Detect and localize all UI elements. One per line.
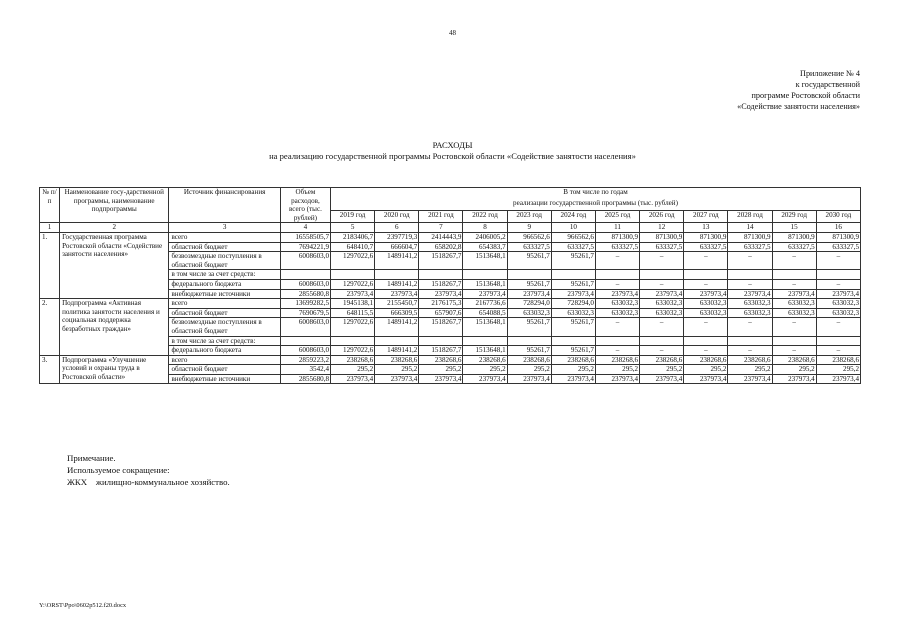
year-value: – [595,318,639,336]
year-value: – [772,252,816,270]
total-value: 13699282,5 [280,299,330,309]
year-value: 238268,6 [684,355,728,365]
program-name: Государственная программа Ростовской области «Содействие занятости населения» [60,232,169,298]
year-value: 95261,7 [507,252,551,270]
year-value: 633032,3 [640,299,684,309]
total-value: 16558505,7 [280,232,330,242]
header-colnum: 9 [507,223,551,233]
year-value: 237973,4 [419,289,463,299]
year-value: 237973,4 [331,374,375,384]
year-value: 237973,4 [640,289,684,299]
year-value: 237973,4 [551,374,595,384]
year-value: 95261,7 [551,346,595,356]
year-value: 633032,3 [595,299,639,309]
note-abbrev-caption: Используемое сокращение: [67,465,170,475]
header-colnum: 11 [595,223,639,233]
year-value [551,270,595,280]
year-value: – [728,252,772,270]
page-number: 48 [449,29,456,37]
year-value: 2167736,6 [463,299,507,309]
year-value: 237973,4 [728,289,772,299]
year-value: 871300,9 [640,232,684,242]
file-path: Y:\ORST\Ppo\0602p512.f20.docx [39,602,127,609]
total-value [280,336,330,346]
year-value: 238268,6 [728,355,772,365]
header-colnum: 8 [463,223,507,233]
year-value: 95261,7 [551,318,595,336]
year-value: 237973,4 [772,374,816,384]
year-value [419,270,463,280]
header-total: Объем расходов, всего (тыс. рублей) [280,188,330,223]
year-value: 295,2 [640,365,684,375]
year-value [463,336,507,346]
table-row [40,355,861,365]
year-value: 237973,4 [684,289,728,299]
year-value: 238268,6 [772,355,816,365]
year-value: 295,2 [331,365,375,375]
year-value: 654088,5 [463,308,507,318]
year-value: – [728,346,772,356]
funding-source: федерального бюджета [169,346,280,356]
year-value: 1489141,2 [375,279,419,289]
year-value: 2176175,3 [419,299,463,309]
year-value: 237973,4 [595,289,639,299]
year-value: 633032,3 [772,299,816,309]
year-value: – [640,279,684,289]
year-value: 238268,6 [551,355,595,365]
year-value: 295,2 [551,365,595,375]
year-value: 237973,4 [331,289,375,299]
year-value: 238268,6 [419,355,463,365]
year-value: 2183406,7 [331,232,375,242]
year-value: – [595,346,639,356]
year-value: 633327,5 [728,242,772,252]
total-value: 6008603,0 [280,252,330,270]
year-value: 1513648,1 [463,279,507,289]
header-colnum: 4 [280,223,330,233]
year-value [684,336,728,346]
notes [67,452,230,488]
header-colnum: 15 [772,223,816,233]
total-value: 6008603,0 [280,279,330,289]
year-value: 1489141,2 [375,252,419,270]
year-value: 871300,9 [816,232,860,242]
year-value: 633032,3 [772,308,816,318]
year-value [595,270,639,280]
year-value: – [595,279,639,289]
year-value [375,336,419,346]
funding-source: областной бюджет [169,308,280,318]
table-row [40,232,861,242]
year-value: – [684,279,728,289]
year-value: 633032,3 [728,299,772,309]
appendix-line: к государственной [795,80,860,89]
year-value: 633327,5 [772,242,816,252]
year-value: 633032,3 [728,308,772,318]
year-value: 633032,3 [551,308,595,318]
funding-source: федерального бюджета [169,279,280,289]
funding-source: всего [169,299,280,309]
total-value: 2855680,8 [280,289,330,299]
funding-source: внебюджетные источники [169,374,280,384]
funding-source: всего [169,355,280,365]
year-value: 295,2 [772,365,816,375]
year-value: 237973,4 [772,289,816,299]
year-value [728,270,772,280]
year-value: 657907,6 [419,308,463,318]
header-colnum: 13 [684,223,728,233]
year-value [507,336,551,346]
year-value: 238268,6 [375,355,419,365]
year-value: 871300,9 [595,232,639,242]
year-value: 95261,7 [551,252,595,270]
year-value [816,336,860,346]
year-value: 237973,4 [419,374,463,384]
year-value: 237973,4 [595,374,639,384]
year-value: 871300,9 [728,232,772,242]
year-value: 666604,7 [375,242,419,252]
year-value: 871300,9 [684,232,728,242]
year-value: 648410,7 [331,242,375,252]
year-value: 1518267,7 [419,318,463,336]
year-value: 237973,4 [816,374,860,384]
year-value: 237973,4 [728,374,772,384]
year-value: – [728,279,772,289]
year-value: – [640,318,684,336]
year-value: 237973,4 [684,374,728,384]
program-name: Подпрограмма «Активная политика занятости населения и социальная поддержка безработных граждан» [60,299,169,356]
year-value: – [772,346,816,356]
year-value: 728294,0 [507,299,551,309]
year-value: – [816,318,860,336]
year-value: 654383,7 [463,242,507,252]
year-value: 238268,6 [331,355,375,365]
header-colnum: 1 [40,223,60,233]
year-value: 237973,4 [463,289,507,299]
year-value: – [684,318,728,336]
funding-source: безвозмездные поступления в областной бюджет [169,318,280,336]
year-value: 237973,4 [551,289,595,299]
year-value: 1945138,1 [331,299,375,309]
year-value [772,336,816,346]
year-value: 1489141,2 [375,346,419,356]
year-value: 633327,5 [507,242,551,252]
header-colnum: 6 [375,223,419,233]
header-year: 2022 год [463,211,507,223]
year-value: 633032,3 [816,299,860,309]
year-value [463,270,507,280]
year-value: 633032,3 [595,308,639,318]
year-value [728,336,772,346]
year-value: 295,2 [419,365,463,375]
year-value: 633032,3 [640,308,684,318]
header-colnum: 12 [640,223,684,233]
funding-source: в том числе за счет средств: [169,270,280,280]
note-title: Примечание. [67,453,116,463]
header-year: 2026 год [640,211,684,223]
year-value: – [640,346,684,356]
year-value: – [684,346,728,356]
year-value: 237973,4 [816,289,860,299]
year-value: 237973,4 [507,289,551,299]
year-value: 95261,7 [507,279,551,289]
year-value: 237973,4 [640,374,684,384]
year-value: 1489141,2 [375,318,419,336]
total-value: 7694221,9 [280,242,330,252]
total-value: 7690679,5 [280,308,330,318]
header-year: 2029 год [772,211,816,223]
year-value: – [684,252,728,270]
title-line: РАСХОДЫ [432,140,473,150]
row-number: 3. [40,355,60,384]
year-value [684,270,728,280]
note-abbrev: ЖКХ жилищно-коммунальное хозяйство. [67,477,230,487]
year-value [772,270,816,280]
row-number: 2. [40,299,60,356]
year-value [507,270,551,280]
header-colnum: 16 [816,223,860,233]
year-value [551,336,595,346]
year-value [331,336,375,346]
year-value: – [816,252,860,270]
year-value: 237973,4 [507,374,551,384]
year-value: 633327,5 [551,242,595,252]
funding-source: областной бюджет [169,365,280,375]
funding-source: областной бюджет [169,242,280,252]
year-value [331,270,375,280]
year-value: – [640,252,684,270]
appendix-line: «Содействие занятости населения» [737,102,860,111]
year-value: 1513648,1 [463,318,507,336]
funding-source: всего [169,232,280,242]
header-year: 2028 год [728,211,772,223]
year-value: – [816,279,860,289]
header-colnum: 3 [169,223,280,233]
program-name: Подпрограмма «Улучшение условий и охраны труда в Ростовской области» [60,355,169,384]
year-value: 633032,3 [684,299,728,309]
year-value: 633327,5 [640,242,684,252]
funding-source: внебюджетные источники [169,289,280,299]
year-value [640,270,684,280]
year-value: 238268,6 [507,355,551,365]
year-value: 871300,9 [772,232,816,242]
year-value [595,336,639,346]
total-value: 2855680,8 [280,374,330,384]
year-value: – [772,279,816,289]
funding-source: в том числе за счет средств: [169,336,280,346]
header-year: 2025 год [595,211,639,223]
header-year: 2024 год [551,211,595,223]
header-years-caption: реализации государственной программы (тыс. рублей) [331,199,861,211]
year-value: 666309,5 [375,308,419,318]
year-value: 633327,5 [595,242,639,252]
year-value: 95261,7 [507,346,551,356]
year-value: 238268,6 [595,355,639,365]
year-value: 2155450,7 [375,299,419,309]
year-value: 237973,4 [375,374,419,384]
header-year: 2030 год [816,211,860,223]
header-colnum: 14 [728,223,772,233]
header-year: 2019 год [331,211,375,223]
year-value: 237973,4 [375,289,419,299]
year-value: 237973,4 [463,374,507,384]
year-value: 295,2 [684,365,728,375]
year-value: 295,2 [595,365,639,375]
header-year: 2027 год [684,211,728,223]
year-value: 1297022,6 [331,252,375,270]
year-value: 295,2 [507,365,551,375]
year-value: 295,2 [375,365,419,375]
total-value: 3542,4 [280,365,330,375]
year-value: 633032,3 [507,308,551,318]
year-value: 95261,7 [507,318,551,336]
header-colnum: 10 [551,223,595,233]
year-value: 295,2 [816,365,860,375]
header-num: № п/п [40,188,60,223]
year-value: 95261,7 [551,279,595,289]
header-years-group: В том числе по годам [331,188,861,200]
year-value: 966562,6 [551,232,595,242]
row-number: 1. [40,232,60,298]
year-value [375,270,419,280]
year-value: – [816,346,860,356]
appendix-line: программе Ростовской области [751,91,860,100]
year-value: 633327,5 [816,242,860,252]
year-value: 2414443,9 [419,232,463,242]
header-year: 2021 год [419,211,463,223]
year-value: 2406005,2 [463,232,507,242]
year-value: 1513648,1 [463,252,507,270]
total-value: 2859223,2 [280,355,330,365]
year-value: 648115,5 [331,308,375,318]
year-value [640,336,684,346]
total-value: 6008603,0 [280,318,330,336]
header-colnum: 2 [60,223,169,233]
table-row [40,299,861,309]
year-value: – [595,252,639,270]
year-value: 1297022,6 [331,279,375,289]
header-colnum: 5 [331,223,375,233]
year-value: 1297022,6 [331,318,375,336]
year-value: 238268,6 [463,355,507,365]
year-value: 295,2 [463,365,507,375]
year-value: 728294,0 [551,299,595,309]
year-value [419,336,463,346]
year-value: 1513648,1 [463,346,507,356]
header-year: 2020 год [375,211,419,223]
year-value: 633327,5 [684,242,728,252]
header-colnum: 7 [419,223,463,233]
year-value [816,270,860,280]
appendix-line: Приложение № 4 [800,69,860,78]
year-value: 238268,6 [816,355,860,365]
year-value: 1518267,7 [419,346,463,356]
header-source: Источник финансирования [169,188,280,223]
total-value: 6008603,0 [280,346,330,356]
year-value: 295,2 [728,365,772,375]
year-value: 966562,6 [507,232,551,242]
year-value: 1518267,7 [419,279,463,289]
year-value: 633032,3 [684,308,728,318]
total-value [280,270,330,280]
year-value: 1297022,6 [331,346,375,356]
year-value: 1518267,7 [419,252,463,270]
year-value: – [772,318,816,336]
header-name: Наименование госу-дарственной программы, наименование подпрограммы [60,188,169,223]
year-value: 658202,8 [419,242,463,252]
year-value: 2397719,3 [375,232,419,242]
title-subline: на реализацию государственной программы Ростовской области «Содействие занятости населения» [269,151,636,161]
year-value: 238268,6 [640,355,684,365]
document-title [0,140,905,162]
header-year: 2023 год [507,211,551,223]
year-value: 633032,3 [816,308,860,318]
expenses-table [39,187,861,384]
funding-source: безвозмездные поступления в областной бюджет [169,252,280,270]
appendix-header [737,68,860,112]
year-value: – [728,318,772,336]
